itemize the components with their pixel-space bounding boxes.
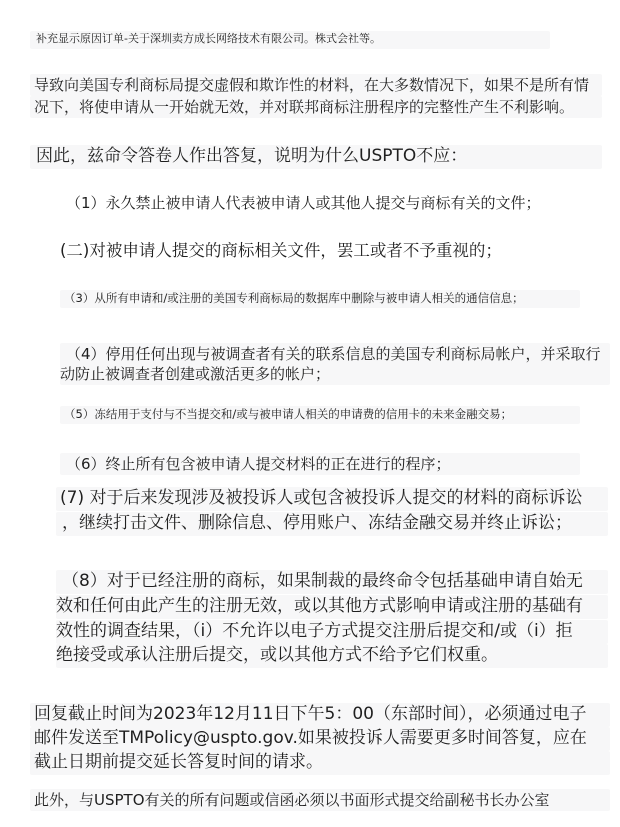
- order-item-4-line-2: 动防止被调查者创建或激活更多的帐户；: [60, 363, 610, 385]
- header-note: 补充显示原因订单-关于深圳卖方成长网络技术有限公司。株式会社等。: [30, 31, 550, 49]
- deadline-line-2: 邮件发送至TMPolicy@uspto.gov.如果被投诉人需要更多时间答复，应在: [30, 727, 610, 751]
- order-item-1: （1）永久禁止被申请人代表被申请人或其他人提交与商标有关的文件；: [66, 194, 541, 212]
- order-item-3: （3）从所有申请和/或注册的美国专利商标局的数据库中删除与被申请人相关的通信信息；: [60, 290, 580, 308]
- order-item-2: (二)对被申请人提交的商标相关文件，罢工或者不予重视的；: [60, 241, 502, 260]
- deadline-line-1: 回复截止时间为2023年12月11日下午5：00（东部时间），必须通过电子: [30, 703, 610, 727]
- order-item-8-line-1: （8）对于已经注册的商标，如果制裁的最终命令包括基础申请自始无: [56, 570, 608, 594]
- order-heading: 因此，兹命令答卷人作出答复，说明为什么USPTO不应：: [30, 145, 602, 169]
- order-item-8-line-3: 效性的调查结果，（i）不允许以电子方式提交注册后提交和/或（i）拒: [56, 620, 608, 644]
- order-item-4-line-1: （4）停用任何出现与被调查者有关的联系信息的美国专利商标局帐户，并采取行: [60, 343, 610, 365]
- intro-line-1: 导致向美国专利商标局提交虚假和欺诈性的材料，在大多数情况下，如果不是所有情: [30, 74, 602, 96]
- deadline-line-3: 截止日期前提交延长答复时间的请求。: [30, 751, 610, 775]
- order-item-5: （5）冻结用于支付与不当提交和/或与被申请人相关的申请费的信用卡的未来金融交易；: [60, 406, 580, 424]
- footer-line: 此外，与USPTO有关的所有问题或信函必须以书面形式提交给副秘书长办公室: [30, 789, 610, 811]
- order-item-7-line-2: ，继续打击文件、删除信息、停用账户、冻结金融交易并终止诉讼；: [56, 512, 608, 536]
- order-item-8-line-2: 效和任何由此产生的注册无效，或以其他方式影响申请或注册的基础有: [56, 595, 608, 619]
- intro-line-2: 况下，将使申请从一开始就无效，并对联邦商标注册程序的完整性产生不利影响。: [30, 96, 602, 118]
- order-item-7-line-1: (7) 对于后来发现涉及被投诉人或包含被投诉人提交的材料的商标诉讼: [56, 487, 608, 511]
- order-item-8-line-4: 绝接受或承认注册后提交，或以其他方式不给予它们权重。: [56, 644, 608, 668]
- order-item-6: （6）终止所有包含被申请人提交材料的正在进行的程序；: [60, 453, 580, 475]
